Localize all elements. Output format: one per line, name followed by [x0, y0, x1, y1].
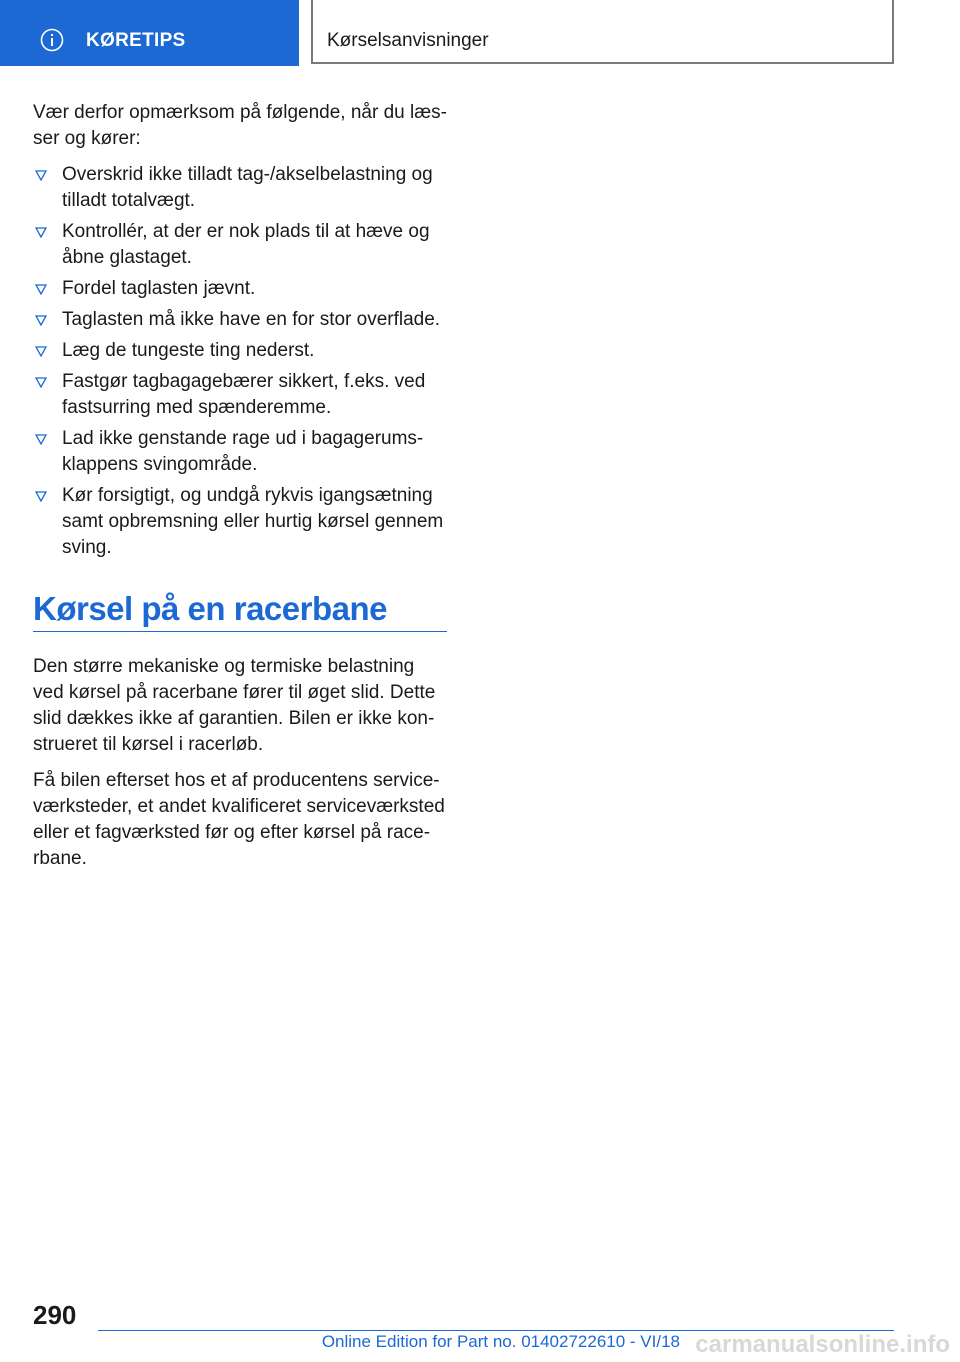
list-item [33, 338, 449, 364]
list-item-text: Lad ikke genstande rage ud i bagagerums-klappens svingområde. [62, 428, 424, 475]
section-tab [0, 0, 299, 66]
list-item [33, 162, 449, 214]
page-number: 290 [33, 1300, 77, 1330]
triangle-bullet-icon [35, 491, 47, 502]
section-paragraph: Den større mekaniske og termiske belastning ved kørsel på racerbane fører til øget slid. Dette slid dækkes ikke af garantien. Bilen er ikke kon-strueret til kørsel i racerløb. [33, 656, 436, 755]
section-label: KØRETIPS [86, 30, 186, 51]
list-item-text: Fordel taglasten jævnt. [62, 278, 256, 299]
list-item-text: Taglasten må ikke have en for stor overflade. [62, 309, 441, 330]
triangle-bullet-icon [35, 227, 47, 238]
triangle-bullet-icon [35, 170, 47, 181]
heading-divider [33, 631, 447, 632]
list-item [33, 426, 449, 478]
list-item [33, 369, 449, 421]
list-item-text: Overskrid ikke tilladt tag-/akselbelastning og tilladt totalvægt. [62, 164, 433, 211]
list-item-text: Fastgør tagbagagebærer sikkert, f.eks. ved fastsurring med spænderemme. [62, 371, 426, 418]
info-icon [40, 28, 64, 52]
list-item-text: Læg de tungeste ting nederst. [62, 340, 315, 361]
page-header [0, 0, 960, 66]
page-content [33, 100, 449, 882]
triangle-bullet-icon [35, 434, 47, 445]
triangle-bullet-icon [35, 315, 47, 326]
triangle-bullet-icon [35, 346, 47, 357]
chapter-box [311, 0, 894, 64]
section-heading: Kørsel på en racerbane [33, 590, 387, 627]
list-item [33, 307, 449, 333]
list-item [33, 483, 449, 561]
triangle-bullet-icon [35, 284, 47, 295]
edition-text: Online Edition for Part no. 01402722610 - VI/18 [321, 1332, 680, 1351]
list-item-text: Kør forsigtigt, og undgå rykvis igangsætning samt opbremsning eller hurtig kørsel gennem sving. [62, 485, 444, 558]
list-item [33, 276, 449, 302]
bullet-list [33, 162, 449, 561]
list-item-text: Kontrollér, at der er nok plads til at hæve og åbne glastaget. [62, 221, 430, 268]
chapter-label: Kørselsanvisninger [327, 30, 489, 51]
watermark: carmanualsonline.info [695, 1331, 950, 1358]
section-paragraph: Få bilen efterset hos et af producentens service-værksteder, et andet kvalificeret serviceværksted eller et fagværksted før og efter kørsel på race-rbane. [33, 770, 445, 869]
triangle-bullet-icon [35, 377, 47, 388]
intro-paragraph: Vær derfor opmærksom på følgende, når du læs-ser og kører: [33, 102, 447, 149]
list-item [33, 219, 449, 271]
